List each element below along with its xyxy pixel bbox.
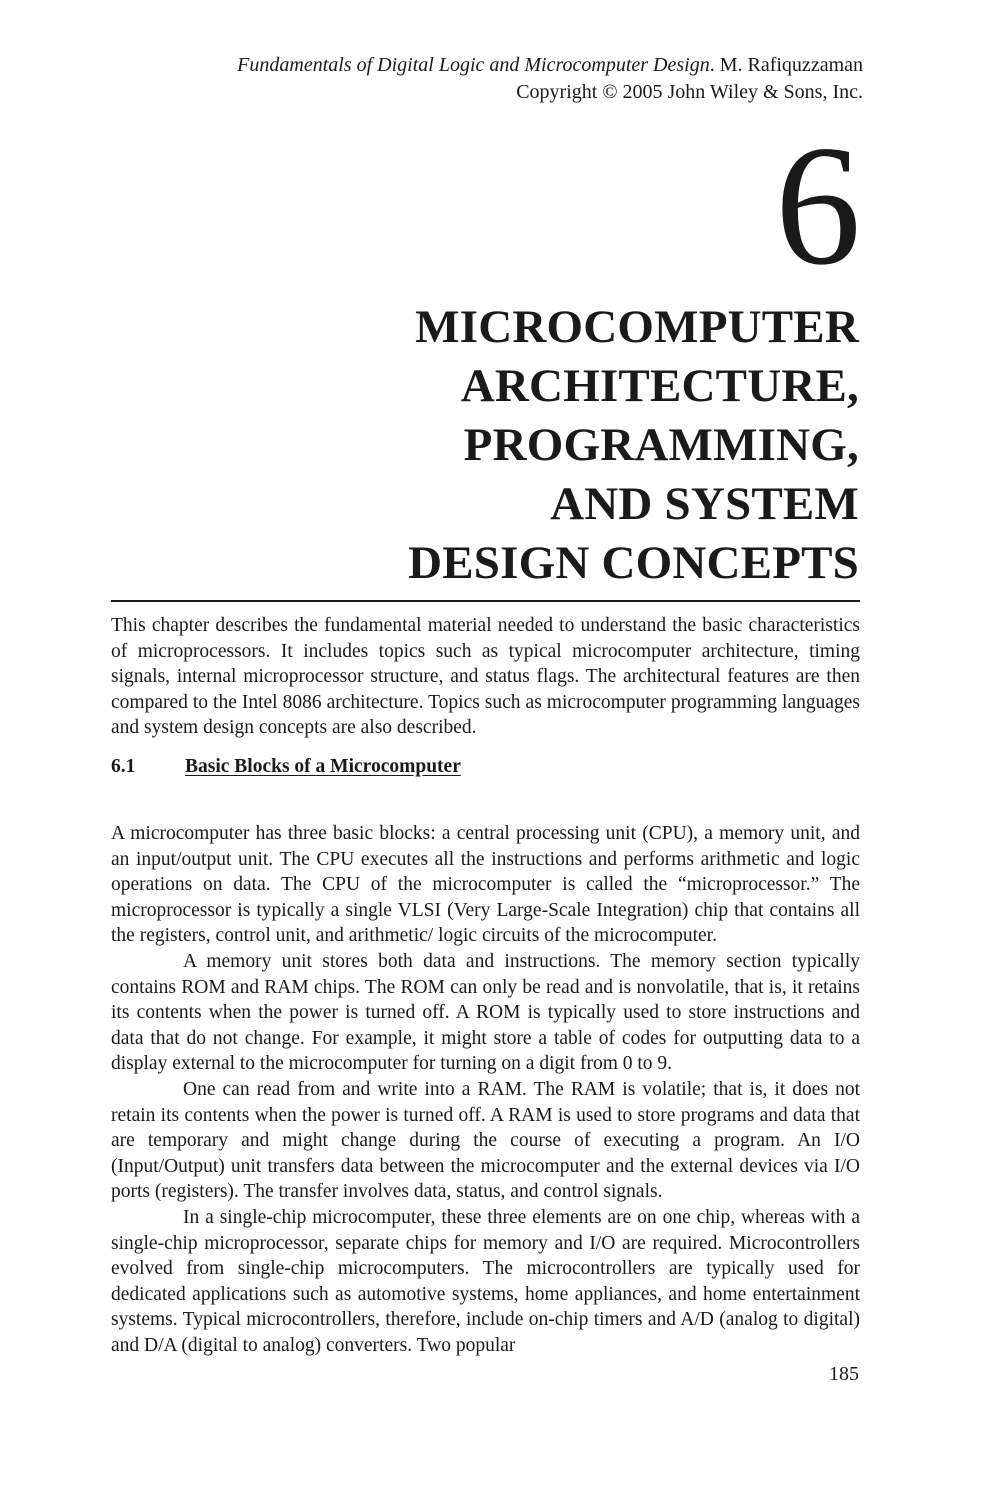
chapter-title-line: ARCHITECTURE, [460, 360, 859, 412]
body-paragraph: One can read from and write into a RAM. The RAM is volatile; that is, it does not retain its contents when the power is turned off. A RAM is used to store programs and data that are temporary and might change during the course of executing a program. An I/O (Input/Output) unit transfers data between the microcomputer and the external devices via I/O ports (registers). The transfer involves data, status, and control signals. [111, 1078, 860, 1203]
chapter-title-line: DESIGN CONCEPTS [408, 537, 859, 589]
chapter-number: 6 [775, 111, 859, 301]
copyright-line: Copyright © 2005 John Wiley & Sons, Inc. [516, 81, 863, 103]
chapter-title [408, 298, 859, 593]
section-heading [111, 754, 461, 780]
body-paragraph: In a single-chip microcomputer, these three elements are on one chip, whereas with a single-chip microprocessor, separate chips for memory and I/O are required. Microcontrollers evolved from single-chip microcomputers. The microcontrollers are typically used for dedicated applications such as automotive systems, home appliances, and home entertainment systems. Typical microcontrollers, therefore, include on-chip timers and A/D (analog to digital) and D/A (digital to analog) converters. Two popular [111, 1206, 860, 1356]
body-paragraph: A memory unit stores both data and instructions. The memory section typically contains ROM and RAM chips. The ROM can only be read and is nonvolatile, that is, it retains its contents when the power is turned off. A ROM is typically used to store instructions and data that do not change. For example, it might store a table of codes for outputting data to a display external to the microcomputer for turning on a digit from 0 to 9. [111, 950, 860, 1075]
section-number: 6.1 [111, 756, 136, 777]
chapter-title-line: AND SYSTEM [550, 478, 859, 530]
chapter-title-line: PROGRAMMING, [463, 419, 859, 471]
intro-paragraph: This chapter describes the fundamental material needed to understand the basic characteristics of microprocessors. It includes topics such as typical microcomputer architecture, timing signals, internal microprocessor structure, and status flags. The architectural features are then compared to the Intel 8086 architecture. Topics such as microcomputer programming languages and system design concepts are also described. [111, 615, 860, 739]
section-body [111, 821, 860, 1358]
chapter-title-line: MICROCOMPUTER [415, 301, 859, 353]
chapter-intro [111, 613, 860, 741]
running-header [237, 52, 863, 106]
book-title: Fundamentals of Digital Logic and Microcomputer Design [237, 54, 710, 76]
title-divider [111, 600, 860, 602]
author-name: . M. Rafiquzzaman [709, 54, 863, 76]
page-number: 185 [829, 1363, 859, 1385]
section-title: Basic Blocks of a Microcomputer [185, 756, 461, 777]
body-paragraph: A microcomputer has three basic blocks: a central processing unit (CPU), a memory unit, and an input/output unit. The CPU executes all the instructions and performs arithmetic and logic operations on data. The CPU of the microcomputer is called the “microprocessor.” The microprocessor is typically a single VLSI (Very Large-Scale Integration) chip that contains all the registers, control unit, and arithmetic/ logic circuits of the microcomputer. [111, 823, 860, 947]
